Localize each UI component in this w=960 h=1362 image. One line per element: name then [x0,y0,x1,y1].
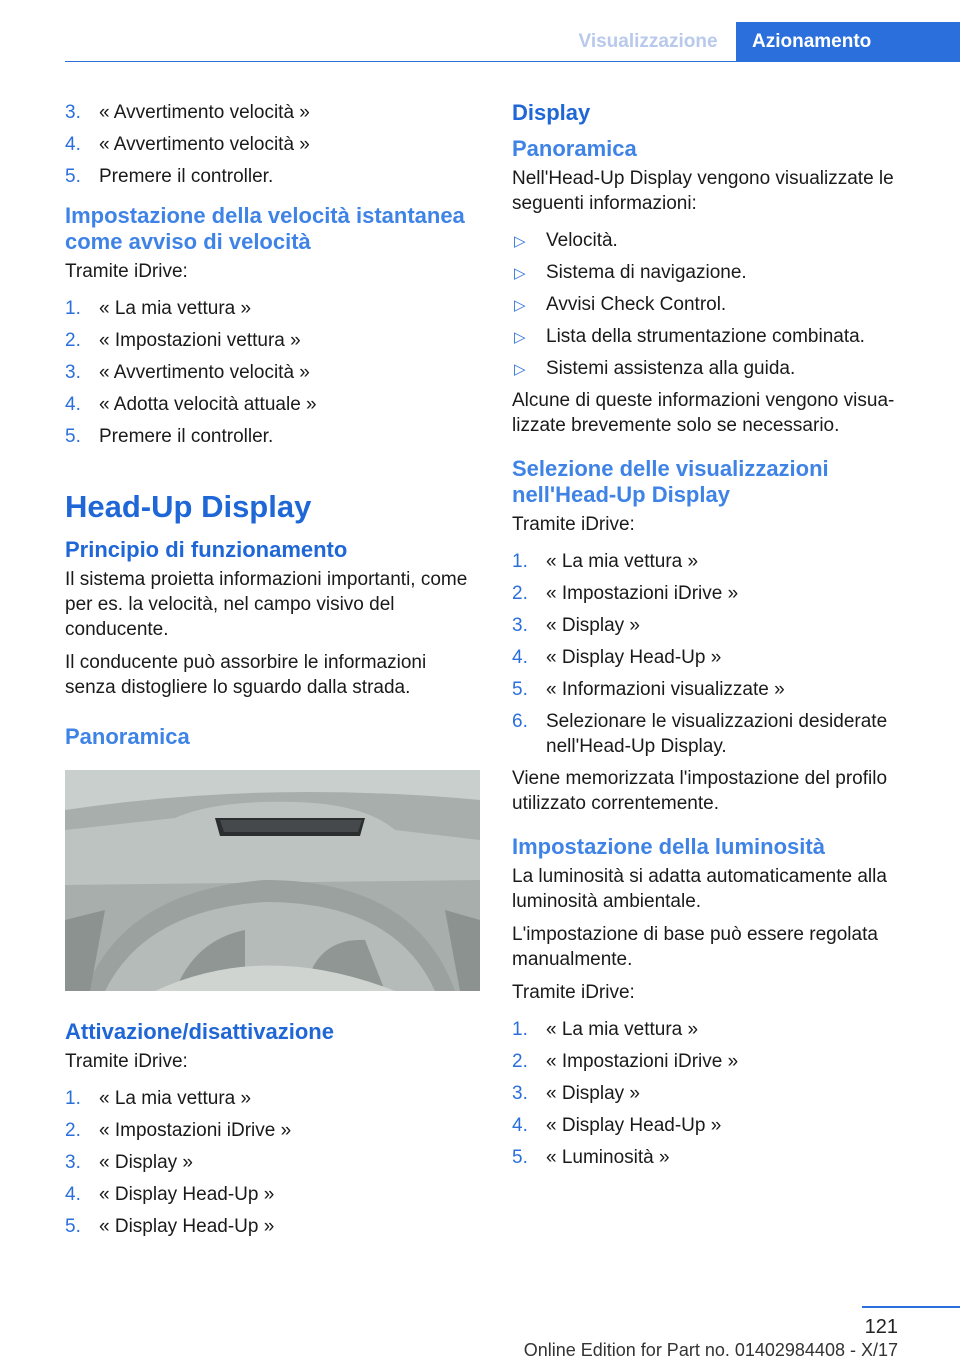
list-item: 1. « La mia vettura » [512,551,699,572]
bullet-triangle-icon: ▷ [514,233,526,250]
list-item: 4. « Adotta velocità attuale » [65,394,317,415]
paragraph: Viene memorizzata l'impostazione del profilo utilizzato correntemente. [512,768,888,814]
list-item: 2. « Impostazioni iDrive » [512,583,739,604]
intro-text: Tramite iDrive: [65,261,188,282]
section-heading-overview: Panoramica [65,724,190,749]
bullet-triangle-icon: ▷ [514,297,526,314]
header-tab-visualizzazione[interactable]: Visualizzazione [578,31,718,52]
list-item: 5. Premere il controller. [65,426,274,447]
paragraph: Nell'Head-Up Display vengono visualizzate le seguenti informazioni: [512,168,894,214]
list-item: ▷ Avvisi Check Control. [512,292,922,317]
list-item: 3. « Display » [65,1152,193,1173]
list-item: 5. « Informazioni visualizzate » [512,679,785,700]
list-item: 3. « Display » [512,1083,640,1104]
left-column [65,100,480,1246]
bullet-triangle-icon: ▷ [514,265,526,282]
list-item: 3. « Avvertimento velocità » [65,362,310,383]
paragraph: L'impostazione di base può essere regolata manualmente. [512,924,878,970]
section-heading-principle: Principio di funzionamento [65,537,348,562]
list-item: ▷ Sistemi assistenza alla guida. [512,356,922,381]
list-item: 4. « Display Head-Up » [65,1184,275,1205]
speed-warning-steps-continued [65,100,480,189]
chapter-title: Head-Up Display [65,489,312,524]
list-item: 2. « Impostazioni vettura » [65,330,301,351]
paragraph: La luminosità si adatta automaticamente alla luminosità ambientale. [512,866,887,912]
edition-footer: Online Edition for Part no. 01402984408 - X/17 [523,1340,898,1360]
hud-dashboard-illustration [65,770,480,991]
list-item: 2. « Impostazioni iDrive » [512,1051,739,1072]
list-item: 1. « La mia vettura » [65,1088,252,1109]
section-heading-overview: Panoramica [512,136,637,161]
bullet-triangle-icon: ▷ [514,361,526,378]
speed-warning-steps [65,296,480,449]
page-number: 121 [864,1316,898,1338]
list-item: 5. « Display Head-Up » [65,1216,275,1237]
brightness-steps [512,1017,922,1170]
section-heading-speed-warning: Impostazione della velocità istantanea come avviso di velocità [65,203,465,254]
intro-text: Tramite iDrive: [512,514,635,535]
overview-bullets [512,228,922,381]
list-item: 3. « Display » [512,615,640,636]
paragraph: Alcune di queste informazioni vengono visualizzate brevemente solo se necessario. [512,390,895,436]
paragraph: Il conducente può assorbire le informazioni senza distogliere lo sguardo dalla strada. [65,652,427,698]
list-item: ▷ Velocità. [512,228,922,253]
list-item: 1. « La mia vettura » [512,1019,699,1040]
list-item: 5. « Luminosità » [512,1147,670,1168]
paragraph: Il sistema proietta informazioni importanti, come per es. la velocità, nel campo visivo del conducente. [65,569,468,640]
list-item: 3. « Avvertimento velocità » [65,102,310,123]
selection-steps [512,549,922,759]
list-item: 6. Selezionare le visualizzazioni desiderate nell'Head-Up Display. [512,711,888,757]
list-item: 5. Premere il controller. [65,166,274,187]
right-column [512,100,922,1177]
list-item: 4. « Avvertimento velocità » [65,134,310,155]
list-item: 4. « Display Head-Up » [512,647,722,668]
section-heading-selection: Selezione delle visualizzazioni nell'Head-Up Display [512,456,829,507]
activation-steps [65,1086,480,1239]
header-tab-azionamento[interactable]: Azionamento [736,22,960,62]
footer-rule [862,1306,960,1308]
list-item: ▷ Lista della strumentazione combinata. [512,324,922,349]
list-item: 2. « Impostazioni iDrive » [65,1120,292,1141]
section-heading-display: Display [512,100,591,125]
bullet-triangle-icon: ▷ [514,329,526,346]
list-item: 4. « Display Head-Up » [512,1115,722,1136]
list-item: ▷ Sistema di navigazione. [512,260,922,285]
intro-text: Tramite iDrive: [65,1051,188,1072]
section-heading-activation: Attivazione/disattivazione [65,1019,334,1044]
section-heading-brightness: Impostazione della luminosità [512,834,825,859]
intro-text: Tramite iDrive: [512,982,635,1003]
list-item: 1. « La mia vettura » [65,298,252,319]
dashboard-image [65,770,480,991]
